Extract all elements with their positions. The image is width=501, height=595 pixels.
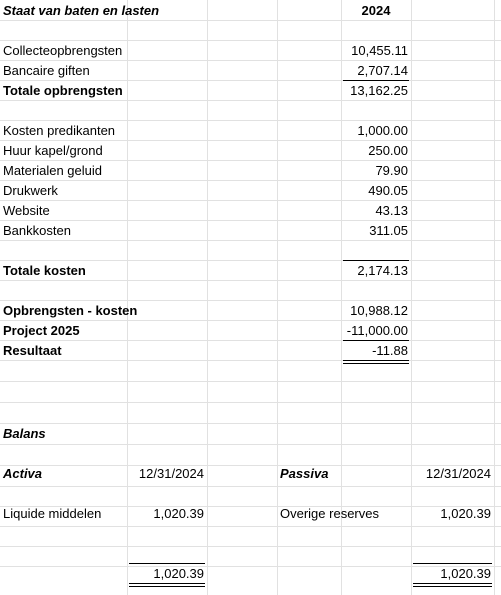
cost-value[interactable]: 79.90	[375, 163, 408, 178]
cost-label[interactable]: Bankkosten	[3, 223, 71, 238]
row-divider	[0, 381, 501, 382]
cost-label[interactable]: Materialen geluid	[3, 163, 103, 178]
row-divider	[0, 402, 501, 403]
double-underline	[413, 583, 492, 584]
liability-value[interactable]: 1,020.39	[440, 506, 491, 521]
result-label[interactable]: Resultaat	[3, 343, 62, 358]
project-value[interactable]: -11,000.00	[346, 323, 408, 338]
row-divider	[0, 546, 501, 547]
asset-value[interactable]: 1,020.39	[153, 506, 204, 521]
double-underline	[413, 586, 492, 587]
liabilities-total[interactable]: 1,020.39	[440, 566, 491, 581]
cost-value[interactable]: 1,000.00	[357, 123, 408, 138]
row-divider	[0, 526, 501, 527]
total-costs-value[interactable]: 2,174.13	[357, 263, 408, 278]
liabilities-date[interactable]: 12/31/2024	[425, 466, 491, 481]
income-value[interactable]: 2,707.14	[357, 63, 408, 78]
cost-value[interactable]: 311.05	[369, 223, 408, 238]
cost-value[interactable]: 490.05	[368, 183, 408, 198]
balance-title[interactable]: Balans	[3, 426, 46, 441]
assets-date[interactable]: 12/31/2024	[138, 466, 204, 481]
liabilities-header[interactable]: Passiva	[280, 466, 329, 481]
liability-label[interactable]: Overige reserves	[280, 506, 379, 521]
total-income-value[interactable]: 13,162.25	[350, 83, 408, 98]
income-label[interactable]: Collecteopbrengsten	[3, 43, 123, 58]
income-label[interactable]: Bancaire giften	[3, 63, 90, 78]
row-divider	[0, 486, 501, 487]
asset-label[interactable]: Liquide middelen	[3, 506, 102, 521]
double-underline	[129, 583, 205, 584]
double-underline	[343, 363, 409, 364]
cost-label[interactable]: Website	[3, 203, 50, 218]
total-costs-label[interactable]: Totale kosten	[3, 263, 86, 278]
net-value[interactable]: 10,988.12	[350, 303, 408, 318]
assets-total[interactable]: 1,020.39	[153, 566, 204, 581]
cost-label[interactable]: Drukwerk	[3, 183, 58, 198]
cost-label[interactable]: Kosten predikanten	[3, 123, 116, 138]
assets-header[interactable]: Activa	[3, 466, 43, 481]
net-label[interactable]: Opbrengsten - kosten	[3, 303, 138, 318]
year-header[interactable]: 2024	[361, 3, 391, 18]
cost-label[interactable]: Huur kapel/grond	[3, 143, 103, 158]
result-value[interactable]: -11.88	[372, 343, 408, 358]
project-label[interactable]: Project 2025	[3, 323, 80, 338]
double-underline	[129, 586, 205, 587]
double-underline	[343, 360, 409, 361]
statement-title[interactable]: Staat van baten en lasten	[3, 3, 160, 18]
income-value[interactable]: 10,455.11	[351, 43, 408, 58]
row-divider	[0, 444, 501, 445]
cost-value[interactable]: 43.13	[375, 203, 408, 218]
cost-value[interactable]: 250.00	[368, 143, 408, 158]
total-income-label[interactable]: Totale opbrengsten	[3, 83, 123, 98]
